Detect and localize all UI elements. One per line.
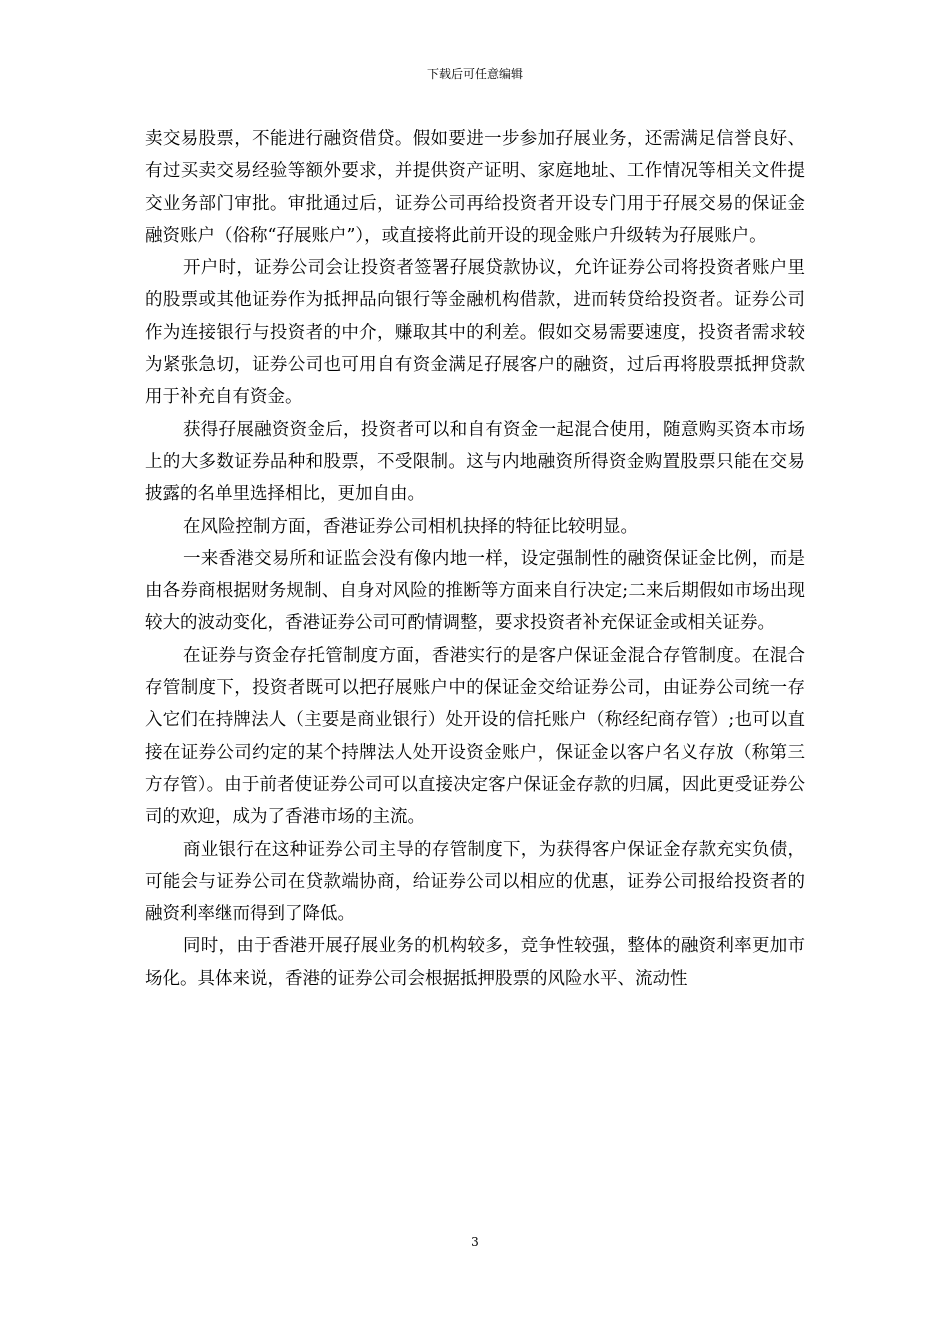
paragraph: 卖交易股票，不能进行融资借贷。假如要进一步参加孖展业务，还需满足信誉良好、有过买卖交易经验等额外要求，并提供资产证明、家庭地址、工作情况等相关文件提交业务部门审批。审批通过后，证券公司再给投资者开设专门用于孖展交易的保证金融资账户（俗称“孖展账户”），或直接将此前开设的现金账户升级转为孖展账户。 — [145, 129, 805, 246]
page-header: 下载后可任意编辑 — [426, 67, 523, 81]
paragraph: 在证券与资金存托管制度方面，香港实行的是客户保证金混合存管制度。在混合存管制度下，投资者既可以把孖展账户中的保证金交给证券公司，由证券公司统一存入它们在持牌法人（主要是商业银行）处开设的信托账户（称经纪商存管）;也可以直接在证券公司约定的某个持牌法人处开设资金账户，保证金以客户名义存放（称第三方存管）。由于前者使证券公司可以直接决定客户保证金存款的归属，因此更受证券公司的欢迎，成为了香港市场的主流。 — [145, 645, 805, 828]
paragraph: 开户时，证券公司会让投资者签署孖展贷款协议，允许证券公司将投资者账户里的股票或其他证券作为抵押品向银行等金融机构借款，进而转贷给投资者。证券公司作为连接银行与投资者的中介，赚取其中的利差。假如交易需要速度，投资者需求较为紧张急切，证券公司也可用自有资金满足孖展客户的融资，过后再将股票抵押贷款用于补充自有资金。 — [145, 258, 805, 408]
paragraph: 同时，由于香港开展孖展业务的机构较多，竞争性较强，整体的融资利率更加市场化。具体来说，香港的证券公司会根据抵押股票的风险水平、流动性 — [145, 936, 805, 989]
paragraph: 商业银行在这种证券公司主导的存管制度下，为获得客户保证金存款充实负债，可能会与证券公司在贷款端协商，给证券公司以相应的优惠，证券公司报给投资者的融资利率继而得到了降低。 — [145, 839, 805, 925]
paragraph: 一来香港交易所和证监会没有像内地一样，设定强制性的融资保证金比例，而是由各券商根据财务规制、自身对风险的推断等方面来自行决定;二来后期假如市场出现较大的波动变化，香港证券公司可酌情调整，要求投资者补充保证金或相关证券。 — [145, 548, 805, 634]
page-number: 3 — [471, 1235, 479, 1249]
document-body — [145, 123, 805, 995]
paragraph: 获得孖展融资资金后，投资者可以和自有资金一起混合使用，随意购买资本市场上的大多数证券品种和股票，不受限制。这与内地融资所得资金购置股票只能在交易披露的名单里选择相比，更加自由。 — [145, 419, 805, 505]
paragraph: 在风险控制方面，香港证券公司相机抉择的特征比较明显。 — [183, 516, 638, 537]
